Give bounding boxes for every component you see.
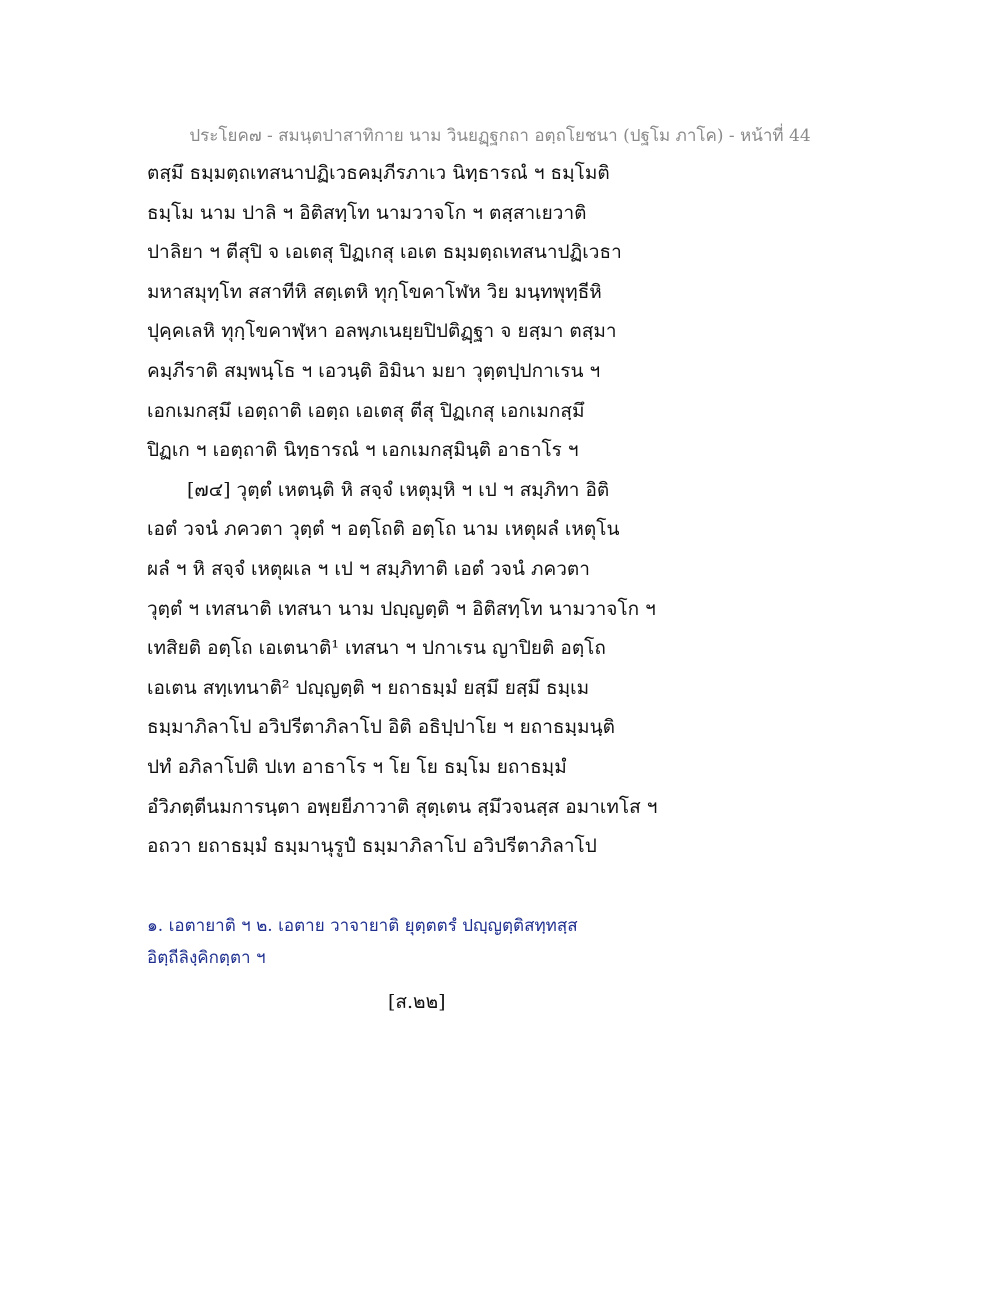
text-line: อํวิภตฺตีนมการนฺตา อพฺยยีภาวาติ สุตฺเตน สฺมึวจนสฺส อมาเทโส ฯ — [147, 795, 658, 818]
text-line: คมฺภีราติ สมฺพนฺโธ ฯ เอวนฺติ อิมินา มยา วุตฺตปฺปกาเรน ฯ — [147, 359, 601, 382]
text-line: ตสฺมึ ธมฺมตฺถเทสนาปฏิเวธคมฺภีรภาเว นิทฺธารณํ ฯ ธมฺโมติ — [147, 162, 610, 184]
text-line: อถวา ยถาธมฺมํ ธมฺมานุรูปํ ธมฺมาภิลาโป อวิปรีตาภิลาโป — [147, 835, 597, 858]
footnotes — [147, 912, 787, 976]
page-header: ประโยค๗ - สมนฺตปาสาทิกาย นาม วินยฏฺฐกถา อตฺถโยชนา (ปฐโม ภาโค) - หน้าที่ 44 — [189, 126, 811, 146]
text-line: เทสิยติ อตฺโถ เอเตนาติ¹ เทสนา ฯ ปกาเรน ญาปิยติ อตฺโถ — [147, 637, 606, 660]
body-text — [147, 158, 787, 871]
text-line: ธมฺโม นาม ปาลิ ฯ อิติสทฺโท นามวาจโก ฯ ตสฺสาเยวาติ — [147, 201, 587, 224]
text-line: ปิฏเก ฯ เอตฺถาติ นิทฺธารณํ ฯ เอกเมกสฺมินฺติ อาธาโร ฯ — [147, 439, 579, 462]
text-line: ผลํ ฯ หิ สจฺจํ เหตุผเล ฯ เป ฯ สมฺภิทาติ เอตํ วจนํ ภควตา — [147, 557, 590, 580]
footnote-line: ๑. เอตายาติ ฯ ๒. เอตาย วาจายาติ ยุตฺตตรํ ปญฺญตฺติสทฺทสฺส — [147, 916, 578, 936]
text-line: มหาสมุทฺโท สสาทีหิ สตฺเตหิ ทุกฺโขคาโฬห วิย มนฺทพุทฺธีหิ — [147, 280, 602, 303]
page-marker: [ส.๒๒] — [388, 991, 446, 1013]
footnote-line: อิตฺถีลิงฺคิกตฺตา ฯ — [147, 948, 266, 968]
text-line: เอกเมกสฺมึ เอตฺถาติ เอตฺถ เอเตสุ ตีสุ ปิฏเกสุ เอกเมกสฺมึ — [147, 399, 585, 422]
text-line: เอเตน สทฺเทนาติ² ปญฺญตฺติ ฯ ยถาธมฺมํ ยสฺมึ ยสฺมึ ธมฺเม — [147, 676, 590, 699]
text-line: เอตํ วจนํ ภควตา วุตฺตํ ฯ อตฺโถติ อตฺโถ นาม เหตุผลํ เหตุโน — [147, 518, 620, 541]
text-line: ปาลิยา ฯ ตีสุปิ จ เอเตสุ ปิฏเกสุ เอเต ธมฺมตฺถเทสนาปฏิเวธา — [147, 241, 622, 264]
text-line: ปุคฺคเลหิ ทุกฺโขคาฬฺหา อลพฺภเนยฺยปิปติฏฺฐา จ ยสฺมา ตสฺมา — [147, 320, 617, 343]
text-line: ธมฺมาภิลาโป อวิปรีตาภิลาโป อิติ อธิปฺปาโย ฯ ยถาธมฺมนฺติ — [147, 716, 615, 739]
text-line: วุตฺตํ ฯ เทสนาติ เทสนา นาม ปญฺญตฺติ ฯ อิติสทฺโท นามวาจโก ฯ — [147, 597, 656, 620]
paragraph-start-line: [๗๔] วุตฺตํ เหตนฺติ หิ สจฺจํ เหตุมฺหิ ฯ เป ฯ สมฺภิทา อิติ — [187, 478, 610, 501]
text-line: ปทํ อภิลาโปติ ปเท อาธาโร ฯ โย โย ธมฺโม ยถาธมฺมํ — [147, 755, 567, 778]
